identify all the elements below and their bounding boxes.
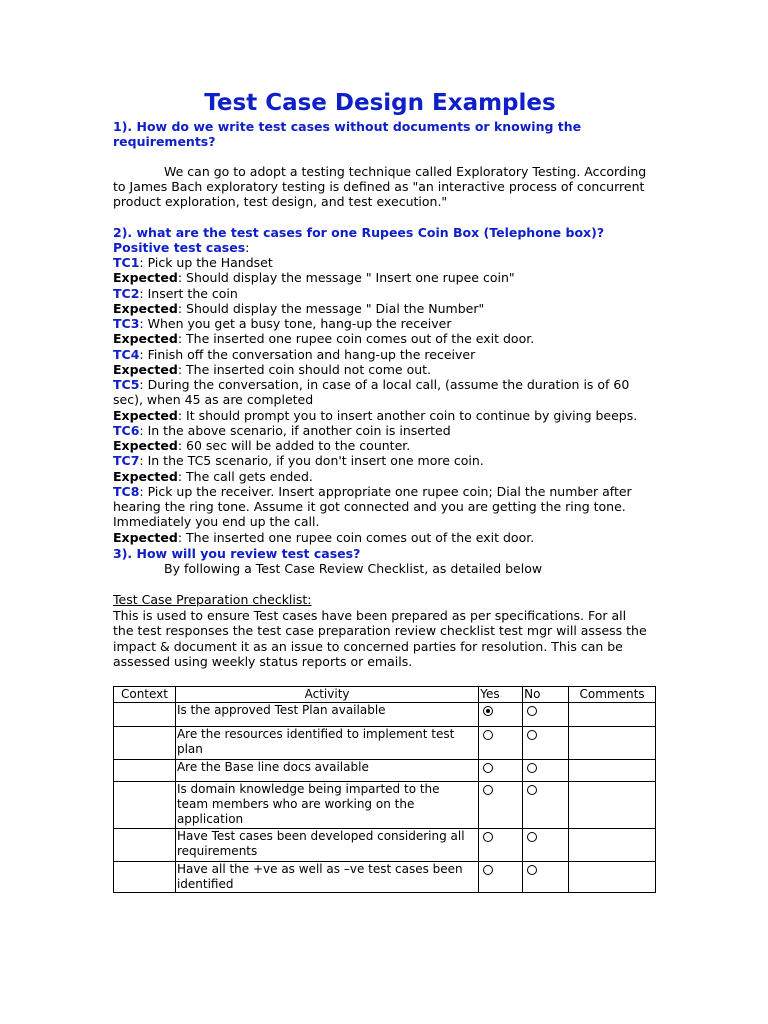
activity-text: Is the approved Test Plan available	[176, 703, 386, 717]
comments-cell	[569, 760, 656, 782]
header-context: Context	[114, 687, 176, 703]
yes-radio-button[interactable]	[483, 785, 493, 795]
checklist-heading: Test Case Preparation checklist:	[113, 592, 312, 607]
no-cell	[523, 782, 569, 829]
test-case-line	[113, 255, 273, 270]
test-case-text: Immediately you end up the call.	[113, 514, 320, 530]
test-case-text: : The call gets ended.	[177, 468, 313, 484]
yes-cell	[479, 703, 523, 727]
no-radio-button[interactable]	[527, 730, 537, 740]
question-1-line-1: 1). How do we write test cases without documents or knowing the	[113, 119, 582, 134]
test-case-text: : Finish off the conversation and hang-up the receiver	[139, 346, 476, 362]
test-case-text: : 60 sec will be added to the counter.	[177, 438, 411, 453]
no-cell	[523, 829, 569, 862]
test-case-label: Expected	[113, 468, 178, 484]
answer-1-line-3: product exploration, test design, and test execution."	[113, 194, 448, 209]
yes-cell	[479, 727, 523, 760]
page-title: Test Case Design Examples	[204, 90, 556, 116]
test-case-label: Expected	[113, 407, 178, 423]
activity-cell	[175, 829, 478, 862]
no-radio-button[interactable]	[527, 785, 537, 795]
activity-text: Are the Base line docs available	[176, 760, 369, 774]
test-case-text: sec), when 45 as are completed	[113, 392, 314, 408]
context-cell	[114, 829, 176, 862]
no-cell	[523, 727, 569, 760]
test-case-label: Expected	[113, 438, 178, 453]
positive-test-cases-heading: Positive test cases:	[113, 240, 250, 255]
test-case-line	[113, 514, 319, 529]
checklist-intro-line: impact & document it as an issue to concerned parties for resolution. This can be	[113, 639, 623, 654]
test-case-line	[113, 484, 632, 499]
header-comments: Comments	[569, 687, 656, 703]
test-case-line	[113, 530, 534, 545]
yes-cell	[479, 862, 523, 893]
context-cell	[114, 703, 176, 727]
test-case-label: Expected	[113, 331, 178, 347]
activity-text: identified	[176, 877, 234, 891]
test-case-label: TC2	[113, 285, 140, 301]
activity-text: application	[176, 812, 244, 826]
table-row	[114, 829, 656, 862]
activity-text: Have all the +ve as well as –ve test cases been	[176, 862, 463, 876]
context-cell	[114, 727, 176, 760]
test-case-label: TC1	[113, 255, 140, 270]
test-case-line	[113, 347, 475, 362]
activity-cell	[175, 782, 478, 829]
test-case-text: : The inserted one rupee coin comes out of the exit door.	[177, 331, 535, 347]
yes-radio-button[interactable]	[483, 730, 493, 740]
question-1-line-2: requirements?	[113, 134, 216, 149]
test-case-line	[113, 469, 313, 484]
test-case-label: TC8	[113, 483, 140, 499]
no-cell	[523, 703, 569, 727]
context-cell	[114, 760, 176, 782]
table-row	[114, 703, 656, 727]
comments-cell	[569, 782, 656, 829]
test-case-line	[113, 438, 410, 453]
test-case-label: TC3	[113, 316, 140, 331]
yes-radio-button[interactable]	[483, 706, 493, 716]
comments-cell	[569, 862, 656, 893]
test-case-text: : It should prompt you to insert another coin to continue by giving beeps.	[177, 407, 638, 423]
test-case-text: : Should display the message " Insert one rupee coin"	[177, 270, 515, 286]
table-row	[114, 727, 656, 760]
header-no: No	[523, 687, 569, 703]
activity-text: plan	[176, 742, 203, 756]
test-case-text: : The inserted one rupee coin comes out of the exit door.	[177, 529, 535, 545]
test-case-label: TC7	[113, 453, 140, 469]
table-row	[114, 782, 656, 829]
activity-cell	[175, 760, 478, 782]
test-case-label: Expected	[113, 529, 178, 545]
answer-1-line-2: to James Bach exploratory testing is defined as "an interactive process of concurrent	[113, 179, 645, 194]
activity-text: requirements	[176, 844, 258, 858]
test-case-line	[113, 408, 637, 423]
yes-cell	[479, 760, 523, 782]
test-case-label: Expected	[113, 361, 178, 377]
activity-cell	[175, 703, 478, 727]
checklist-intro-line: This is used to ensure Test cases have been prepared as per specifications. For all	[113, 608, 627, 623]
no-radio-button[interactable]	[527, 706, 537, 716]
test-case-line	[113, 453, 484, 468]
answer-3: By following a Test Case Review Checklist, as detailed below	[164, 561, 543, 576]
activity-text: team members who are working on the	[176, 797, 415, 811]
test-case-label: TC6	[113, 422, 140, 438]
test-case-text: : Insert the coin	[139, 285, 238, 301]
comments-cell	[569, 727, 656, 760]
test-case-text: : Pick up the Handset	[139, 255, 273, 270]
question-3: 3). How will you review test cases?	[113, 546, 361, 561]
table-header-row	[114, 687, 656, 703]
test-case-text: : In the above scenario, if another coin is inserted	[139, 422, 451, 438]
test-case-label: Expected	[113, 300, 178, 316]
test-case-text: : During the conversation, in case of a local call, (assume the duration is of 60	[139, 377, 630, 392]
table-row	[114, 760, 656, 782]
context-cell	[114, 782, 176, 829]
test-case-line	[113, 286, 238, 301]
activity-text: Is domain knowledge being imparted to the	[176, 782, 440, 796]
yes-radio-button[interactable]	[483, 832, 493, 842]
test-case-label: TC5	[113, 377, 140, 392]
no-cell	[523, 862, 569, 893]
test-case-line	[113, 499, 626, 514]
test-case-text: hearing the ring tone. Assume it got connected and you are getting the ring tone.	[113, 499, 626, 514]
test-case-label: TC4	[113, 346, 140, 362]
table-row	[114, 862, 656, 893]
test-case-line	[113, 316, 451, 331]
question-2: 2). what are the test cases for one Rupees Coin Box (Telephone box)?	[113, 225, 605, 240]
yes-cell	[479, 782, 523, 829]
comments-cell	[569, 829, 656, 862]
test-case-text: : In the TC5 scenario, if you don't insert one more coin.	[139, 453, 484, 469]
answer-1-line-1: We can go to adopt a testing technique called Exploratory Testing. According	[164, 164, 647, 179]
no-radio-button[interactable]	[527, 832, 537, 842]
test-case-line	[113, 362, 431, 377]
header-yes: Yes	[479, 687, 523, 703]
no-radio-button[interactable]	[527, 865, 537, 875]
test-case-line	[113, 423, 451, 438]
yes-radio-button[interactable]	[483, 763, 493, 773]
test-case-line	[113, 377, 629, 392]
checklist-intro-line: assessed using weekly status reports or emails.	[113, 654, 413, 669]
yes-radio-button[interactable]	[483, 865, 493, 875]
activity-cell	[175, 862, 478, 893]
yes-cell	[479, 829, 523, 862]
test-case-line	[113, 392, 313, 407]
no-radio-button[interactable]	[527, 763, 537, 773]
review-checklist-table	[113, 686, 656, 893]
test-case-text: : Pick up the receiver. Insert appropriate one rupee coin; Dial the number after	[139, 483, 632, 499]
comments-cell	[569, 703, 656, 727]
context-cell	[114, 862, 176, 893]
test-case-line	[113, 331, 534, 346]
activity-text: Are the resources identified to implement test	[176, 727, 455, 741]
test-case-text: : The inserted coin should not come out.	[177, 361, 432, 377]
activity-cell	[175, 727, 478, 760]
test-case-line	[113, 301, 484, 316]
test-case-text: : Should display the message " Dial the Number"	[177, 300, 485, 316]
header-activity: Activity	[175, 687, 478, 703]
no-cell	[523, 760, 569, 782]
activity-text: Have Test cases been developed considering all	[176, 829, 465, 843]
test-case-line	[113, 270, 515, 285]
checklist-intro-line: the test responses the test case preparation review checklist test mgr will assess the	[113, 623, 647, 638]
test-case-label: Expected	[113, 270, 178, 286]
test-case-text: : When you get a busy tone, hang-up the receiver	[139, 316, 452, 331]
